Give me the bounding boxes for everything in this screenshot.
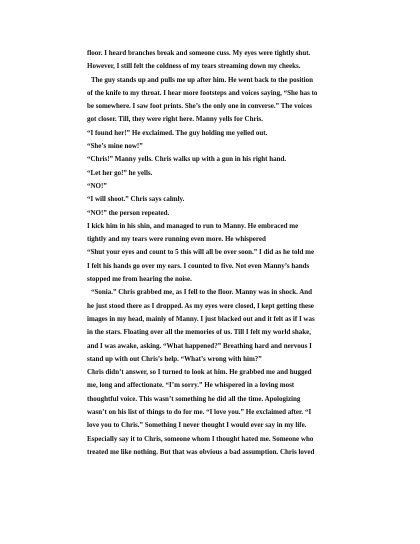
text-line: Especially say it to Chris, someone whom I thought hated me. Someone who <box>87 434 314 443</box>
text-line: of the knife to my throat. I hear more footsteps and voices saying, “She has to <box>87 88 318 97</box>
text-line: “NO!” the person repeated. <box>87 208 170 217</box>
text-line: images in my head, mainly of Manny. I just blacked out and it felt as if I was <box>87 314 315 323</box>
text-line: “Let her go!” he yells. <box>87 168 153 177</box>
text-line: Chris didn’t answer, so I turned to look at him. He grabbed me and hugged <box>87 368 312 377</box>
body-text <box>87 47 380 459</box>
text-line: The guy stands up and pulls me up after him. He went back to the position <box>91 75 313 84</box>
text-line: “She’s mine now!” <box>87 142 143 151</box>
text-line: in the stars. Floating over all the memories of us. Till I felt my world shake, <box>87 328 311 337</box>
text-line: and I was awake, asking. “What happened?” Breathing hard and nervous I <box>87 341 312 350</box>
text-line: “I found her!” He exclaimed. The guy holding me yelled out. <box>87 128 268 137</box>
text-line: wasn’t on his list of things to do for me. “I love you.” He exclaimed after. “I <box>87 408 312 417</box>
text-line: “Shut your eyes and count to 5 this will all be over soon.” I did as he told me <box>87 248 315 257</box>
text-line: treated me like nothing. But that was obvious a bad assumption. Chris loved <box>87 447 315 456</box>
text-line: However, I still felt the coldness of my tears streaming down my cheeks. <box>87 62 301 71</box>
text-line: me, long and affectionate. “I’m sorry.” He whispered in a loving most <box>87 381 295 390</box>
text-line: I kick him in his shin, and managed to run to Manny. He embraced me <box>87 221 299 230</box>
text-line: “Sonia.” Chris grabbed me, as I fell to the floor. Manny was in shock. And <box>91 288 313 297</box>
text-line: I felt his hands go over my ears. I counted to five. Not even Manny’s hands <box>87 261 310 270</box>
text-line: floor. I heard branches break and someone cuss. My eyes were tightly shut. <box>87 49 311 57</box>
text-line: got closer. Till, they were right here. Manny yells for Chris. <box>87 115 264 124</box>
text-line: love you to Chris.” Something I never thought I would ever say in my life. <box>87 421 307 430</box>
text-line: thoughtful voice. This wasn’t something he did all the time. Apologizing <box>87 394 301 403</box>
text-line: stopped me from hearing the noise. <box>87 275 192 284</box>
text-line: stand up with out Chris’s help. “What’s wrong with him?” <box>87 354 262 363</box>
text-line: be somewhere. I saw foot prints. She’s the only one in converse.” The voices <box>87 102 313 111</box>
text-line: “I will shoot.” Chris says calmly. <box>87 195 185 204</box>
text-line: tightly and my tears were running even more. He whispered <box>87 235 266 244</box>
text-line: “NO!” <box>87 181 107 190</box>
text-line: “Chris!” Manny yells. Chris walks up with a gun in his right hand. <box>87 155 287 164</box>
text-line: he just stood there as I dropped. As my eyes were closed, I kept getting these <box>87 301 314 310</box>
